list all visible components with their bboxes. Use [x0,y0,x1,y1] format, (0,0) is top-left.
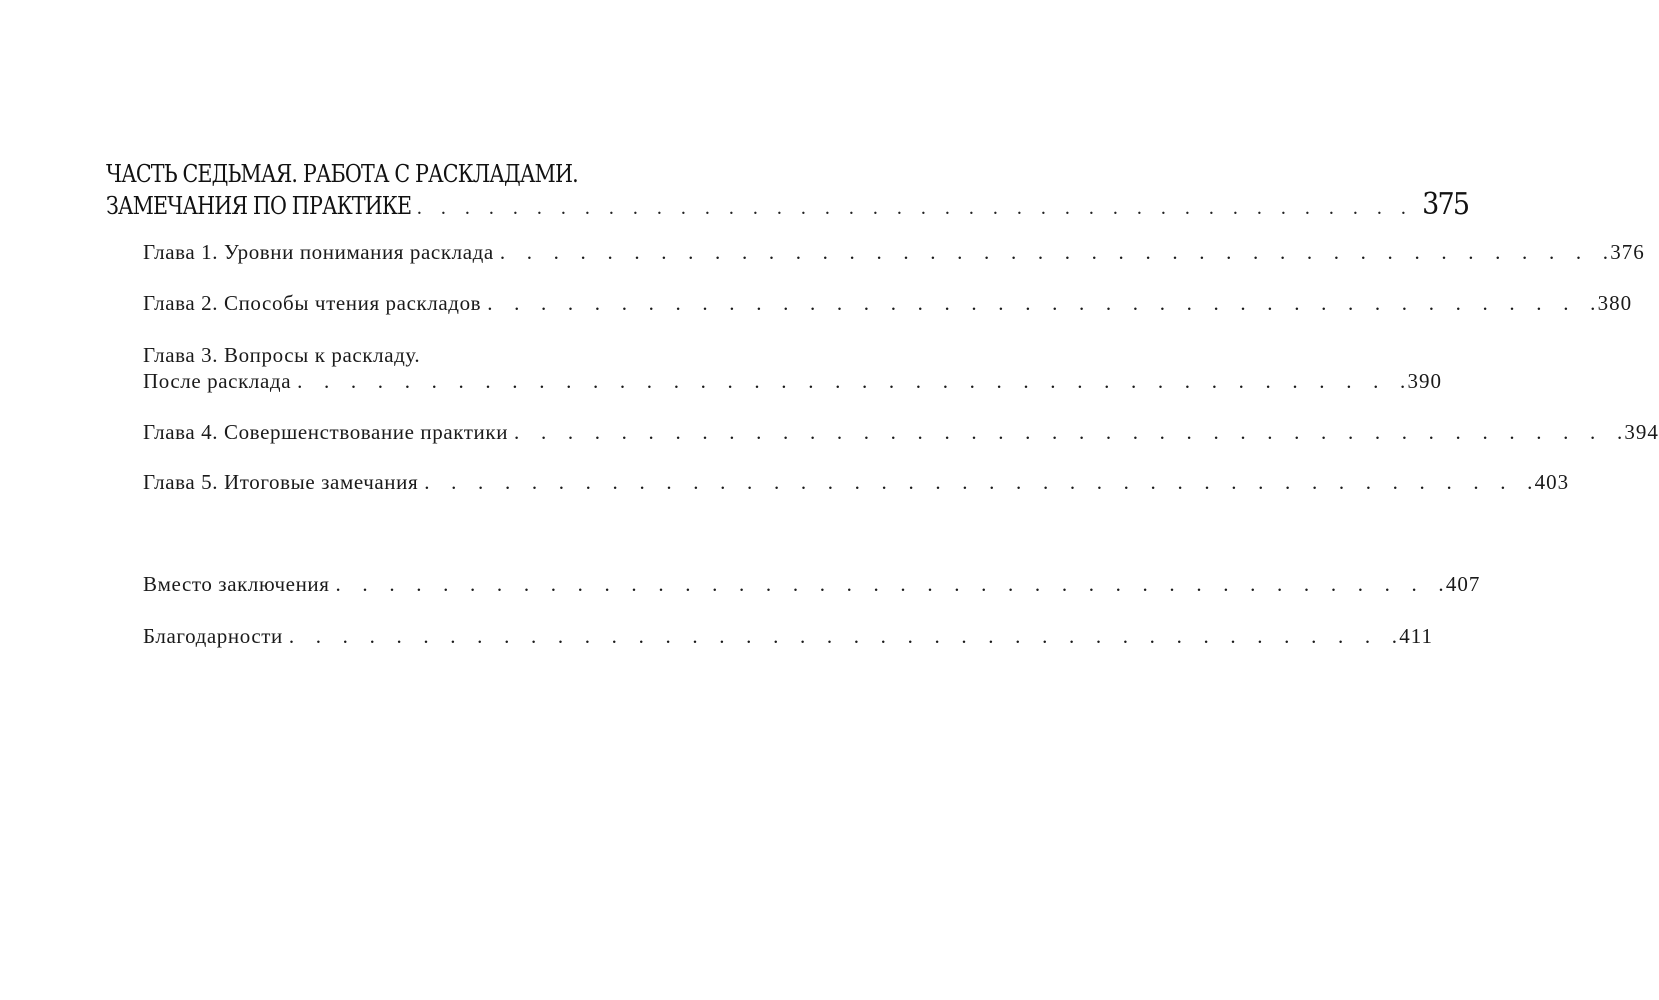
entry-page-number: 390 [1407,369,1442,393]
dot-leader: . . . . . . . . . . . . . . . . . . . . . . . . . . . . . . . . . . . . . . . . . . [487,291,1604,315]
entry-title: Глава 5. Итоговые замечания [143,470,419,494]
entry-page-number: 411 [1399,624,1433,648]
dot-leader: . . . . . . . . . . . . . . . . . . . . . . . . . . . . . . . . . . . . . . . . . . [424,470,1541,494]
entry-title: После расклада [143,369,292,393]
entry-page-number: 380 [1597,291,1633,315]
entry-page-number: 394 [1624,420,1659,444]
toc-entry-conclusion[interactable] [143,571,1481,597]
part-page-number: 375 [1422,187,1469,222]
toc-entry-chapter-3[interactable] [143,342,1442,394]
toc-entry-chapter-1[interactable] [143,239,1645,265]
entry-title: Глава 4. Совершенствование практики [143,420,509,444]
toc-entry-acknowledgements[interactable] [143,623,1433,649]
entry-title: Благодарности [143,624,283,648]
part-title-line2: ЗАМЕЧАНИЯ ПО ПРАКТИКЕ [106,192,412,220]
toc-entry-chapter-4[interactable] [143,419,1659,445]
dot-leader: . . . . . . . . . . . . . . . . . . . . . . . . . . . . . . . . . . . . . . . . . . [288,624,1406,648]
entry-page-number: 407 [1445,572,1481,596]
part-heading [106,160,1469,222]
dot-leader: . . . . . . . . . . . . . . . . . . . . . . . . . . . . . . . . . . . . . . . . . . [416,197,1413,219]
entry-title: Вместо заключения [143,572,330,596]
entry-title-line1: Глава 3. Вопросы к раскладу. [143,343,421,367]
part-title-line1: ЧАСТЬ СЕДЬМАЯ. РАБОТА С РАСКЛАДАМИ. [106,160,578,188]
entry-title: Глава 1. Уровни понимания расклада [143,240,494,264]
part-title-row [106,187,1469,222]
toc-entry-chapter-2[interactable] [143,290,1633,316]
entry-page-number: 403 [1534,470,1570,494]
dot-leader: . . . . . . . . . . . . . . . . . . . . . . . . . . . . . . . . . . . . . . . . . . [514,420,1631,444]
dot-leader: . . . . . . . . . . . . . . . . . . . . . . . . . . . . . . . . . . . . . . . . . . [499,240,1617,264]
toc-entry-chapter-5[interactable] [143,469,1570,495]
entry-title: Глава 2. Способы чтения раскладов [143,291,482,315]
entry-page-number: 376 [1610,240,1645,264]
dot-leader: . . . . . . . . . . . . . . . . . . . . . . . . . . . . . . . . . . . . . . . . . . [297,369,1414,393]
dot-leader: . . . . . . . . . . . . . . . . . . . . . . . . . . . . . . . . . . . . . . . . . . [335,572,1452,596]
